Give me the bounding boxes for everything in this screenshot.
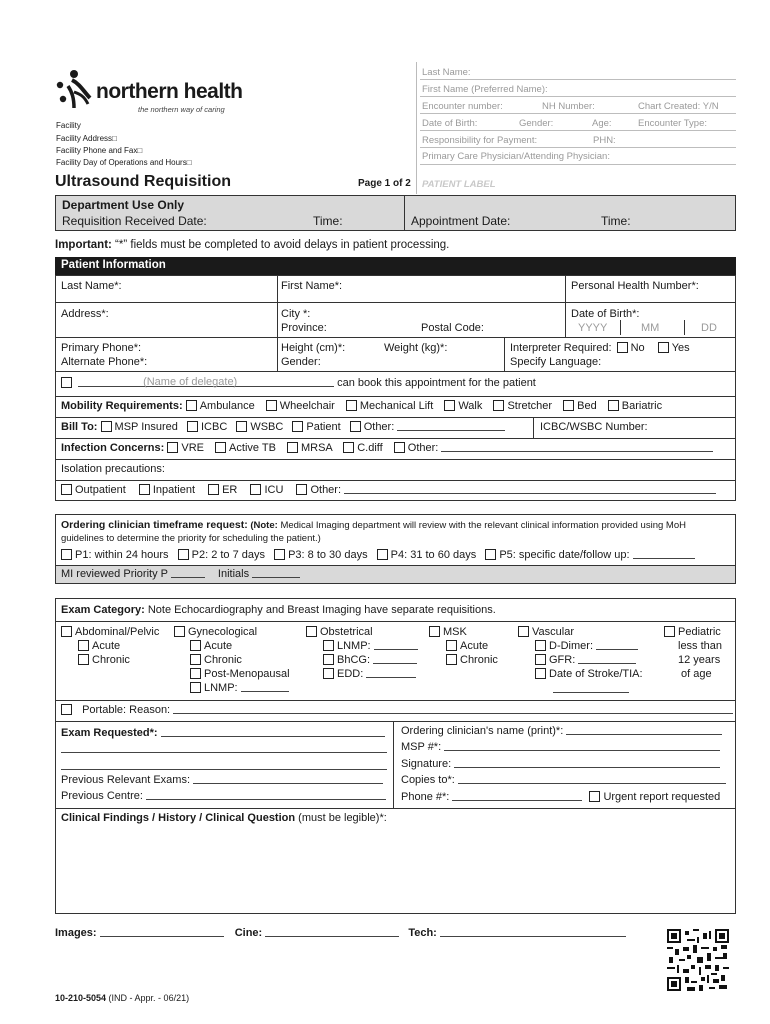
dept-divider: [404, 195, 405, 231]
infection-option: VRE: [181, 442, 204, 454]
clinical-findings-label: Clinical Findings / History / Clinical Question: [61, 812, 296, 824]
signature-row: [401, 758, 720, 770]
row-line: [55, 480, 736, 481]
priority-p3-checkbox[interactable]: [274, 549, 285, 560]
label-age: Age:: [592, 118, 612, 129]
obstetrical-label: Obstetrical: [320, 626, 373, 638]
signature-label: Signature:: [401, 758, 452, 770]
location-other-checkbox[interactable]: [296, 484, 307, 495]
bhcg-blank[interactable]: [373, 654, 417, 664]
label-encounter: Encounter number:: [422, 101, 503, 112]
gfr-checkbox[interactable]: [535, 654, 546, 665]
gyn-checkbox[interactable]: [174, 626, 185, 637]
previous-centre-label: Previous Centre:: [61, 790, 143, 802]
icbc-wsbc-number-field[interactable]: ICBC/WSBC Number:: [540, 421, 648, 433]
exam-pediatric: [664, 626, 721, 638]
gyn-lnmp-checkbox[interactable]: [190, 682, 201, 693]
logo-brand: northern health: [96, 80, 243, 103]
infection-option: Active TB: [229, 442, 276, 454]
col-line: [393, 721, 394, 808]
important-label: Important:: [55, 239, 112, 251]
msk-acute-checkbox[interactable]: [446, 640, 457, 651]
infection-option: MRSA: [300, 442, 333, 454]
gfr-label: GFR:: [549, 654, 576, 666]
gyn-label: Gynecological: [188, 626, 258, 638]
msk-chronic-label: Chronic: [460, 654, 498, 666]
abdominal-acute-label: Acute: [92, 640, 121, 652]
last-name-field[interactable]: Last Name*:: [61, 280, 122, 292]
row-line: [55, 438, 736, 439]
row-line: [55, 302, 736, 303]
priority-option: P2: 2 to 7 days: [191, 549, 266, 561]
location-inpatient-checkbox[interactable]: [139, 484, 150, 495]
form-revision: (IND - Appr. - 06/21): [106, 993, 190, 1003]
logo-figure-icon: [54, 68, 94, 110]
interpreter-required: [510, 342, 690, 354]
mobility-wheelchair-checkbox[interactable]: [266, 400, 277, 411]
mobility-option: Mechanical Lift: [359, 400, 434, 412]
bill-to-label: Bill To:: [61, 421, 98, 433]
appointment-time[interactable]: Time:: [601, 214, 631, 228]
location-other-blank[interactable]: [344, 484, 716, 494]
location-option: Outpatient: [75, 484, 126, 496]
page-number: Page 1 of 2: [358, 178, 411, 189]
cine-label: Cine:: [234, 927, 263, 939]
gyn-chronic-checkbox[interactable]: [190, 654, 201, 665]
interpreter-no-checkbox[interactable]: [617, 342, 628, 353]
abdominal-label: Abdominal/Pelvic: [75, 626, 160, 638]
msp-blank[interactable]: [444, 741, 720, 751]
exam-obstetrical: [306, 626, 373, 638]
bill-option: Patient: [306, 421, 341, 433]
bill-other-checkbox[interactable]: [350, 421, 361, 432]
exam-category-note: Note Echocardiography and Breast Imaging have separate requisitions.: [144, 604, 496, 616]
images-blank[interactable]: [100, 927, 224, 937]
gyn-acute-label: Acute: [204, 640, 233, 652]
msk-chronic-checkbox[interactable]: [446, 654, 457, 665]
exam-abdominal: [61, 626, 159, 638]
ddimer-label: D-Dimer:: [549, 640, 593, 652]
priority-option: P4: 31 to 60 days: [390, 549, 477, 561]
facility-hours: Facility Day of Operations and Hours□: [56, 158, 192, 167]
alternate-phone-field[interactable]: Alternate Phone*:: [61, 356, 148, 368]
mobility-option: Stretcher: [507, 400, 553, 412]
form-number: [55, 993, 189, 1003]
exam-gyn-lnmp: [190, 682, 289, 694]
timeframe-heading: [61, 519, 686, 531]
tech-label: Tech:: [408, 927, 437, 939]
images-label: Images:: [55, 927, 97, 939]
bill-icbc-checkbox[interactable]: [187, 421, 198, 432]
dob-yyyy: YYYY: [578, 322, 608, 334]
mobility-label: Mobility Requirements:: [61, 400, 183, 412]
gender-field[interactable]: Gender:: [281, 356, 321, 368]
delegate-placeholder: (Name of delegate): [143, 376, 238, 388]
exam-gynecological: [174, 626, 257, 638]
exam-gyn-acute: [190, 640, 232, 652]
label-chart-created: Chart Created: Y/N: [638, 101, 719, 112]
interpreter-yes-checkbox[interactable]: [658, 342, 669, 353]
exam-requested-row: [61, 727, 385, 739]
important-text: “*” fields must be completed to avoid delays in patient processing.: [111, 239, 450, 251]
patient-location-row: [61, 484, 716, 496]
obstetrical-checkbox[interactable]: [306, 626, 317, 637]
infection-other-checkbox[interactable]: [394, 442, 405, 453]
bill-to-row: [61, 421, 505, 433]
exam-gfr: [535, 654, 636, 666]
infection-option: Other:: [407, 442, 439, 454]
bill-option: MSP Insured: [114, 421, 178, 433]
label-line: [420, 147, 736, 148]
exam-category-heading: [61, 604, 496, 616]
dob-mm: MM: [641, 322, 660, 334]
delegate-row: [61, 377, 536, 389]
phone-label: Phone #*:: [401, 791, 450, 803]
patient-label-border: [416, 62, 417, 194]
facility-phone-fax: Facility Phone and Fax□: [56, 146, 143, 155]
mobility-option: Bariatric: [621, 400, 663, 412]
exam-stroke: [535, 668, 643, 680]
portable-reason-blank[interactable]: [173, 704, 733, 714]
signature-blank[interactable]: [454, 758, 720, 768]
abdominal-chronic-checkbox[interactable]: [78, 654, 89, 665]
label-line: [420, 164, 736, 165]
initials-blank[interactable]: [252, 568, 300, 578]
row-line: [55, 808, 736, 809]
mi-priority-blank[interactable]: [171, 568, 205, 578]
post-menopausal-checkbox[interactable]: [190, 668, 201, 679]
copies-row: [401, 774, 726, 786]
row-line: [55, 459, 736, 460]
col-line: [504, 337, 505, 371]
msp-row: [401, 741, 720, 753]
dob-divider: [620, 320, 621, 335]
bill-option: WSBC: [250, 421, 284, 433]
first-name-field[interactable]: First Name*:: [281, 280, 343, 292]
row-line: [55, 700, 736, 701]
infection-label: Infection Concerns:: [61, 442, 165, 454]
row-line: [55, 721, 736, 722]
dept-heading: Department Use Only: [62, 198, 185, 212]
location-option: Other:: [310, 484, 342, 496]
previous-exams-row: [61, 774, 383, 786]
dob-dd: DD: [701, 322, 717, 334]
requisition-time[interactable]: Time:: [313, 214, 343, 228]
address-field[interactable]: Address*:: [61, 308, 109, 320]
exam-gyn-chronic: [190, 654, 242, 666]
pediatric-label-3: 12 years: [678, 654, 721, 666]
clinician-name-label: Ordering clinician's name (print)*:: [401, 725, 564, 737]
mobility-bariatric-checkbox[interactable]: [608, 400, 619, 411]
portable-row: [61, 704, 733, 716]
northern-health-logo: [54, 68, 254, 114]
exam-abdominal-acute: [78, 640, 120, 652]
phn-field[interactable]: Personal Health Number*:: [571, 280, 699, 292]
isolation-precautions-field[interactable]: Isolation precautions:: [61, 463, 165, 475]
urgent-report-label: Urgent report requested: [603, 791, 721, 803]
postal-code-field[interactable]: Postal Code:: [421, 322, 484, 334]
requisition-received-date[interactable]: Requisition Received Date:: [62, 214, 207, 228]
patient-label-caption: PATIENT LABEL: [422, 179, 496, 190]
clinician-name-blank[interactable]: [566, 725, 722, 735]
location-icu-checkbox[interactable]: [250, 484, 261, 495]
col-line: [533, 417, 534, 438]
infection-option: C.diff: [357, 442, 383, 454]
pediatric-label-4: of age: [681, 668, 712, 680]
height-field[interactable]: Height (cm)*:: [281, 342, 346, 354]
pediatric-checkbox[interactable]: [664, 626, 675, 637]
label-physician: Primary Care Physician/Attending Physician:: [422, 151, 610, 162]
msk-acute-label: Acute: [460, 640, 489, 652]
priority-option: P3: 8 to 30 days: [288, 549, 368, 561]
priority-options-row: [61, 549, 695, 561]
msk-label: MSK: [443, 626, 467, 638]
bill-option: ICBC: [200, 421, 228, 433]
tech-blank[interactable]: [440, 927, 626, 937]
row-line: [55, 621, 736, 622]
qr-code: [667, 929, 729, 991]
phone-row: [401, 791, 720, 803]
weight-field[interactable]: Weight (kg)*:: [384, 342, 448, 354]
label-line: [420, 113, 736, 114]
label-line: [420, 130, 736, 131]
pediatric-label-1: Pediatric: [678, 626, 721, 638]
label-line: [420, 96, 736, 97]
label-gender: Gender:: [519, 118, 554, 129]
portable-checkbox[interactable]: [61, 704, 72, 715]
bill-wsbc-checkbox[interactable]: [236, 421, 247, 432]
timeframe-note-2: guidelines to determine the priority for scheduling the patient.): [61, 533, 321, 544]
label-line: [420, 79, 736, 80]
previous-centre-blank[interactable]: [146, 790, 386, 800]
city-field[interactable]: City *:: [281, 308, 311, 320]
obs-lnmp-label: LNMP:: [337, 640, 371, 652]
mi-priority-label: MI reviewed Priority P: [61, 568, 168, 580]
gfr-blank[interactable]: [578, 654, 636, 664]
interpreter-yes-label: Yes: [671, 342, 690, 354]
obs-lnmp-checkbox[interactable]: [323, 640, 334, 651]
location-option: ICU: [264, 484, 284, 496]
label-last-name: Last Name:: [422, 67, 471, 78]
infection-mrsa-checkbox[interactable]: [287, 442, 298, 453]
bill-msp-checkbox[interactable]: [101, 421, 112, 432]
row-line: [55, 417, 736, 418]
label-dob: Date of Birth:: [422, 118, 478, 129]
dob-field[interactable]: Date of Birth*:: [571, 308, 640, 320]
vascular-checkbox[interactable]: [518, 626, 529, 637]
facility-address: Facility Address□: [56, 134, 117, 143]
infection-row: [61, 442, 713, 454]
abdominal-acute-checkbox[interactable]: [78, 640, 89, 651]
copies-blank[interactable]: [458, 774, 726, 784]
pediatric-label-2: less than: [678, 640, 723, 652]
clinical-findings-note: (must be legible)*:: [295, 812, 387, 824]
urgent-report-checkbox[interactable]: [589, 791, 600, 802]
infection-vre-checkbox[interactable]: [167, 442, 178, 453]
priority-p5-blank[interactable]: [633, 549, 695, 559]
mobility-bed-checkbox[interactable]: [563, 400, 574, 411]
label-first-name: First Name (Preferred Name):: [422, 84, 548, 95]
gyn-lnmp-label: LNMP:: [204, 682, 238, 694]
post-menopausal-label: Post-Menopausal: [204, 668, 290, 680]
priority-p5-checkbox[interactable]: [485, 549, 496, 560]
mobility-walk-checkbox[interactable]: [444, 400, 455, 411]
province-field[interactable]: Province:: [281, 322, 327, 334]
infection-tb-checkbox[interactable]: [215, 442, 226, 453]
priority-p4-checkbox[interactable]: [377, 549, 388, 560]
logo-tagline: the northern way of caring: [138, 105, 225, 114]
exam-ddimer: [535, 640, 638, 652]
portable-label: Portable: Reason:: [82, 704, 171, 716]
mobility-option: Bed: [577, 400, 597, 412]
stroke-label: Date of Stroke/TIA:: [549, 668, 643, 680]
priority-option: P1: within 24 hours: [75, 549, 169, 561]
label-phn: PHN:: [593, 135, 616, 146]
priority-p2-checkbox[interactable]: [178, 549, 189, 560]
msk-checkbox[interactable]: [429, 626, 440, 637]
edd-blank[interactable]: [366, 668, 416, 678]
appointment-date[interactable]: Appointment Date:: [411, 214, 511, 228]
location-er-checkbox[interactable]: [208, 484, 219, 495]
row-line: [55, 565, 736, 566]
previous-centre-row: [61, 790, 386, 802]
label-nh-number: NH Number:: [542, 101, 595, 112]
ddimer-checkbox[interactable]: [535, 640, 546, 651]
exam-requested-label: Exam Requested*:: [61, 727, 158, 739]
bhcg-label: BhCG:: [337, 654, 371, 666]
row-line: [55, 396, 736, 397]
phone-blank[interactable]: [452, 791, 582, 801]
specify-language-field[interactable]: Specify Language:: [510, 356, 602, 368]
exam-vascular: [518, 626, 574, 638]
ddimer-blank[interactable]: [596, 640, 638, 650]
obs-lnmp-blank[interactable]: [374, 640, 418, 650]
row-line: [55, 371, 736, 372]
clinician-name-row: [401, 725, 722, 737]
previous-exams-blank[interactable]: [193, 774, 383, 784]
location-outpatient-checkbox[interactable]: [61, 484, 72, 495]
stroke-checkbox[interactable]: [535, 668, 546, 679]
images-row: [55, 927, 626, 939]
exam-msk: [429, 626, 467, 638]
delegate-name-blank[interactable]: [78, 377, 334, 387]
gyn-chronic-label: Chronic: [204, 654, 242, 666]
col-line: [565, 275, 566, 337]
infection-cdiff-checkbox[interactable]: [343, 442, 354, 453]
vascular-label: Vascular: [532, 626, 574, 638]
gyn-lnmp-blank[interactable]: [241, 682, 289, 692]
copies-label: Copies to*:: [401, 774, 455, 786]
interpreter-no-label: No: [630, 342, 645, 354]
col-line: [277, 275, 278, 371]
location-option: ER: [222, 484, 238, 496]
exam-post-menopausal: [190, 668, 290, 680]
priority-p1-checkbox[interactable]: [61, 549, 72, 560]
delegate-checkbox[interactable]: [61, 377, 72, 388]
interpreter-label: Interpreter Required:: [510, 342, 612, 354]
mobility-option: Walk: [458, 400, 483, 412]
bill-other-blank[interactable]: [397, 421, 505, 431]
exam-msk-acute: [446, 640, 488, 652]
mobility-lift-checkbox[interactable]: [346, 400, 357, 411]
exam-edd: [323, 668, 416, 680]
abdominal-checkbox[interactable]: [61, 626, 72, 637]
label-responsibility: Responsibility for Payment:: [422, 135, 538, 146]
mobility-option: Ambulance: [199, 400, 255, 412]
timeframe-note: Medical Imaging department will review with the relevant clinical information provided using MoH: [277, 520, 686, 531]
facility-name: Facility: [56, 121, 81, 130]
infection-other-blank[interactable]: [441, 442, 713, 452]
form-number-code: 10-210-5054: [55, 993, 107, 1003]
mobility-ambulance-checkbox[interactable]: [186, 400, 197, 411]
exam-obs-lnmp: [323, 640, 418, 652]
mobility-row: [61, 400, 662, 412]
cine-blank[interactable]: [265, 927, 399, 937]
delegate-text: can book this appointment for the patient: [337, 377, 536, 389]
exam-bhcg: [323, 654, 417, 666]
timeframe-note-label: (Note:: [250, 520, 278, 531]
edd-checkbox[interactable]: [323, 668, 334, 679]
dob-divider: [684, 320, 685, 335]
priority-option: P5: specific date/follow up:: [499, 549, 630, 561]
bhcg-checkbox[interactable]: [323, 654, 334, 665]
exam-abdominal-chronic: [78, 654, 130, 666]
msp-label: MSP #*:: [401, 741, 442, 753]
location-option: Inpatient: [152, 484, 196, 496]
primary-phone-field[interactable]: Primary Phone*:: [61, 342, 142, 354]
label-encounter-type: Encounter Type:: [638, 118, 708, 129]
mi-priority-row: [61, 568, 300, 580]
bill-option: Other:: [363, 421, 395, 433]
mobility-option: Wheelchair: [279, 400, 335, 412]
gyn-acute-checkbox[interactable]: [190, 640, 201, 651]
exam-requested-blank[interactable]: [161, 727, 385, 737]
clinical-findings[interactable]: [61, 812, 387, 824]
initials-label: Initials: [217, 568, 250, 580]
bill-patient-checkbox[interactable]: [292, 421, 303, 432]
important-note: [55, 239, 449, 251]
stroke-date-blank[interactable]: [553, 683, 629, 693]
patient-info-heading: Patient Information: [55, 257, 736, 275]
exam-requested-blank-3[interactable]: [61, 760, 387, 770]
page-title: Ultrasound Requisition: [55, 173, 231, 190]
exam-msk-chronic: [446, 654, 498, 666]
timeframe-label: Ordering clinician timeframe request:: [61, 519, 248, 531]
mobility-stretcher-checkbox[interactable]: [493, 400, 504, 411]
edd-label: EDD:: [337, 668, 364, 680]
row-line: [55, 337, 736, 338]
previous-exams-label: Previous Relevant Exams:: [61, 774, 190, 786]
abdominal-chronic-label: Chronic: [92, 654, 130, 666]
exam-category-label: Exam Category:: [61, 604, 145, 616]
exam-requested-blank-2[interactable]: [61, 743, 387, 753]
